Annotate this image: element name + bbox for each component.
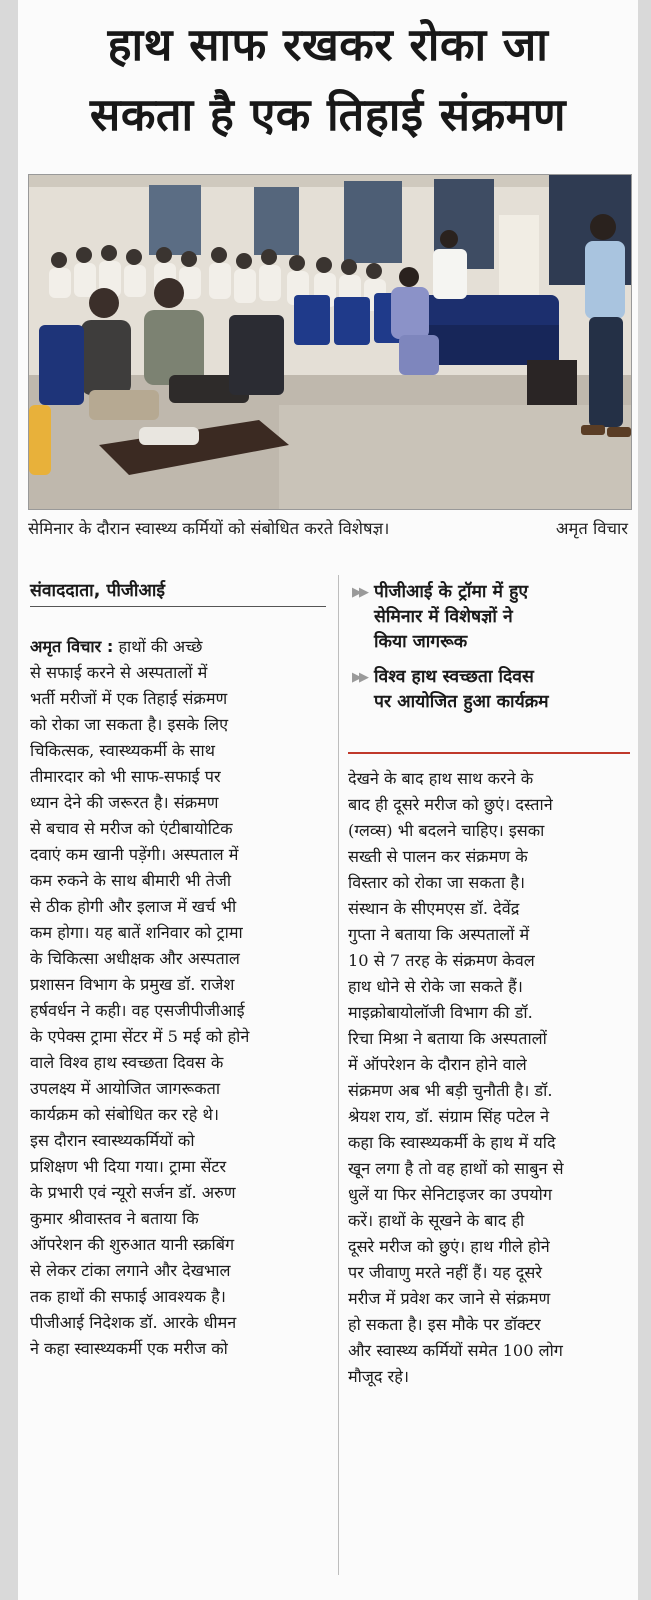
double-arrow-icon: ▶▶ — [352, 670, 366, 685]
headline-line-1: हाथ साफ रखकर रोका जा — [107, 18, 549, 71]
article-line: प्रशिक्षण भी दिया गया। ट्रामा सेंटर — [30, 1157, 227, 1176]
article-line: के एपेक्स ट्रामा सेंटर में 5 मई को होने — [30, 1027, 250, 1046]
article-line: ने कहा स्वास्थ्यकर्मी एक मरीज को — [30, 1339, 228, 1358]
article-line-text: हाथों की अच्छे — [113, 637, 203, 656]
article-line: करें। हाथों के सूखने के बाद ही — [348, 1211, 525, 1230]
article-line: विस्तार को रोका जा सकता है। — [348, 873, 526, 892]
caption-text: सेमिनार के दौरान स्वास्थ्य कर्मियों को संबोधित करते विशेषज्ञ। — [28, 519, 390, 538]
article-line: कहा कि स्वास्थ्यकर्मी के हाथ में यदि — [348, 1133, 556, 1152]
article-line: तक हाथों की सफाई आवश्यक है। — [30, 1287, 226, 1306]
article-line: कुमार श्रीवास्तव ने बताया कि — [30, 1209, 199, 1228]
article-line: उपलक्ष्य में आयोजित जागरूकता — [30, 1079, 221, 1098]
headline-line-2: सकता है एक तिहाई संक्रमण — [89, 88, 567, 141]
highlight-line: सेमिनार में विशेषज्ञों ने — [374, 607, 513, 627]
article-line: हर्षवर्धन ने कही। वह एसजीपीजीआई — [30, 1001, 245, 1020]
article-line: के प्रभारी एवं न्यूरो सर्जन डॉ. अरुण — [30, 1183, 236, 1202]
article-line: धुलें या फिर सेनिटाइजर का उपयोग — [348, 1185, 552, 1204]
article-line: के चिकित्सा अधीक्षक और अस्पताल — [30, 949, 240, 968]
photo-caption — [28, 516, 630, 540]
headline — [26, 10, 630, 150]
article-line: श्रेयश राय, डॉ. संग्राम सिंह पटेल ने — [348, 1107, 550, 1126]
byline-rule — [30, 606, 326, 607]
article-line: वाले विश्व हाथ स्वच्छता दिवस के — [30, 1053, 224, 1072]
article-line: (ग्लव्स) भी बदलने चाहिए। इसका — [348, 821, 545, 840]
article-line: ध्यान देने की जरूरत है। संक्रमण — [30, 793, 219, 812]
article-line: संस्थान के सीएमएस डॉ. देवेंद्र — [348, 899, 520, 918]
article-line: पीजीआई निदेशक डॉ. आरके धीमन — [30, 1313, 237, 1332]
highlights — [352, 580, 632, 725]
article-line: से सफाई करने से अस्पतालों में — [30, 663, 208, 682]
article-line: कार्यक्रम को संबोधित कर रहे थे। — [30, 1105, 219, 1124]
article-line: से ठीक होगी और इलाज में खर्च भी — [30, 897, 237, 916]
article-line: गुप्ता ने बताया कि अस्पतालों में — [348, 925, 530, 944]
article-lead: अमृत विचार : — [30, 637, 114, 656]
highlight-line: पर आयोजित हुआ कार्यक्रम — [374, 692, 549, 712]
byline: संवाददाता, पीजीआई — [30, 581, 165, 601]
article-line: भर्ती मरीजों में एक तिहाई संक्रमण — [30, 689, 228, 708]
article-line: इस दौरान स्वास्थ्यकर्मियों को — [30, 1131, 195, 1150]
seminar-photo — [28, 174, 632, 510]
double-arrow-icon: ▶▶ — [352, 585, 366, 600]
article-line: रिचा मिश्रा ने बताया कि अस्पतालों — [348, 1029, 547, 1048]
article-line: दवाएं कम खानी पड़ेंगी। अस्पताल में — [30, 845, 239, 864]
article-line: कम रुकने के साथ बीमारी भी तेजी — [30, 871, 232, 890]
newspaper-clipping — [18, 0, 638, 1600]
article-line: में ऑपरेशन के दौरान होने वाले — [348, 1055, 527, 1074]
article-column-left — [30, 634, 328, 1362]
article-line: खून लगा है तो वह हाथों को साबुन से — [348, 1159, 564, 1178]
article-line: हाथ धोने से रोके जा सकते हैं। — [348, 977, 523, 996]
article-line: कम होगा। यह बातें शनिवार को ट्रामा — [30, 923, 243, 942]
article-line: देखने के बाद हाथ साथ करने के — [348, 769, 534, 788]
article-line: बाद ही दूसरे मरीज को छुएं। दस्ताने — [348, 795, 553, 814]
article-line: प्रशासन विभाग के प्रमुख डॉ. राजेश — [30, 975, 235, 994]
article-line: संक्रमण अब भी बड़ी चुनौती है। डॉ. — [348, 1081, 553, 1100]
article-column-right — [348, 766, 630, 1390]
highlight-2 — [352, 665, 632, 715]
seminar-photo-illustration — [29, 175, 631, 509]
article-line: ऑपरेशन की शुरुआत यानी स्क्रबिंग — [30, 1235, 235, 1254]
article-line — [30, 634, 328, 660]
highlight-line: किया जागरूक — [374, 632, 468, 652]
highlight-line: पीजीआई के ट्रॉमा में हुए — [374, 582, 529, 602]
highlight-line: विश्व हाथ स्वच्छता दिवस — [374, 667, 534, 687]
column-divider — [338, 575, 339, 1575]
highlight-rule — [348, 752, 630, 754]
article-line: से बचाव से मरीज को एंटीबायोटिक — [30, 819, 233, 838]
article-line: पर जीवाणु मरते नहीं हैं। यह दूसरे — [348, 1263, 542, 1282]
photo-credit: अमृत विचार — [555, 519, 628, 538]
highlight-1 — [352, 580, 632, 655]
article-line: 10 से 7 तरह के संक्रमण केवल — [348, 951, 535, 970]
article-line: चिकित्सक, स्वास्थ्यकर्मी के साथ — [30, 741, 215, 760]
article-line: माइक्रोबायोलॉजी विभाग की डॉ. — [348, 1003, 533, 1022]
article-line: और स्वास्थ्य कर्मियों समेत 100 लोग — [348, 1341, 563, 1360]
article-line: दूसरे मरीज को छुएं। हाथ गीले होने — [348, 1237, 550, 1256]
article-line: तीमारदार को भी साफ-सफाई पर — [30, 767, 221, 786]
article-line: सख्ती से पालन कर संक्रमण के — [348, 847, 528, 866]
article-line: से लेकर टांका लगाने और देखभाल — [30, 1261, 231, 1280]
article-line: को रोका जा सकता है। इसके लिए — [30, 715, 229, 734]
article-line: मौजूद रहे। — [348, 1367, 409, 1386]
article-line: हो सकता है। इस मौके पर डॉक्टर — [348, 1315, 541, 1334]
article-line: मरीज में प्रवेश कर जाने से संक्रमण — [348, 1289, 551, 1308]
